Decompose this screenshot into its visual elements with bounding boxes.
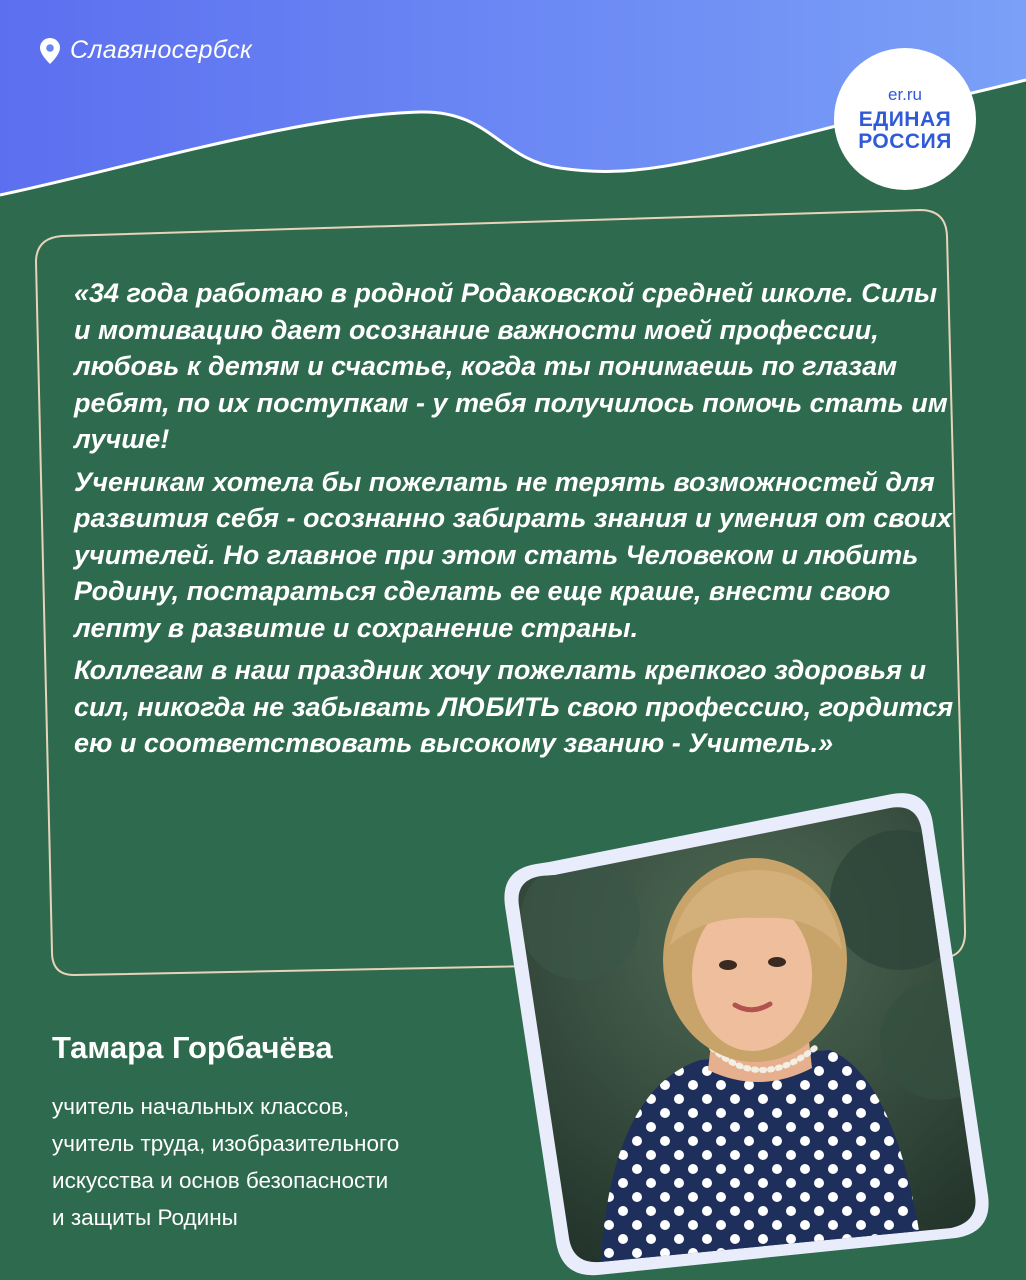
person-role	[52, 1088, 522, 1236]
quote-paragraph-1: «34 года работаю в родной Родаковской средней школе. Силы и мотивацию дает осознание важности моей профессии, любовь к детям и счастье, когда ты понимаешь по глазам ребят, по их поступкам - у тебя получилось помочь стать им лучше!	[74, 278, 948, 454]
role-line-3: искусства и основ безопасности	[52, 1168, 389, 1193]
role-line-4: и защиты Родины	[52, 1205, 238, 1230]
quote-paragraph-2: Ученикам хотела бы пожелать не терять возможностей для развития себя - осознанно забирать знания и умения от своих учителей. Но главное при этом стать Человеком и любить Родину, постараться сделать ее еще краше, внести свою лепту в развитие и сохранение страны.	[74, 466, 952, 643]
logo-site: er.ru	[887, 85, 923, 104]
person-name: Тамара Горбачёва	[52, 1030, 333, 1065]
logo-line-1: ЕДИНАЯ	[858, 108, 952, 131]
role-line-2: учитель труда, изобразительного	[52, 1131, 400, 1156]
quote-paragraph-3: Коллегам в наш праздник хочу пожелать крепкого здоровья и сил, никогда не забывать ЛЮБИТЬ свою профессию, гордится ею и соответствовать высокому званию - Учитель.»	[74, 655, 954, 758]
role-line-1: учитель начальных классов,	[52, 1094, 350, 1119]
location-name: Славяносербск	[70, 36, 253, 64]
logo-line-2: РОССИЯ	[858, 130, 952, 153]
